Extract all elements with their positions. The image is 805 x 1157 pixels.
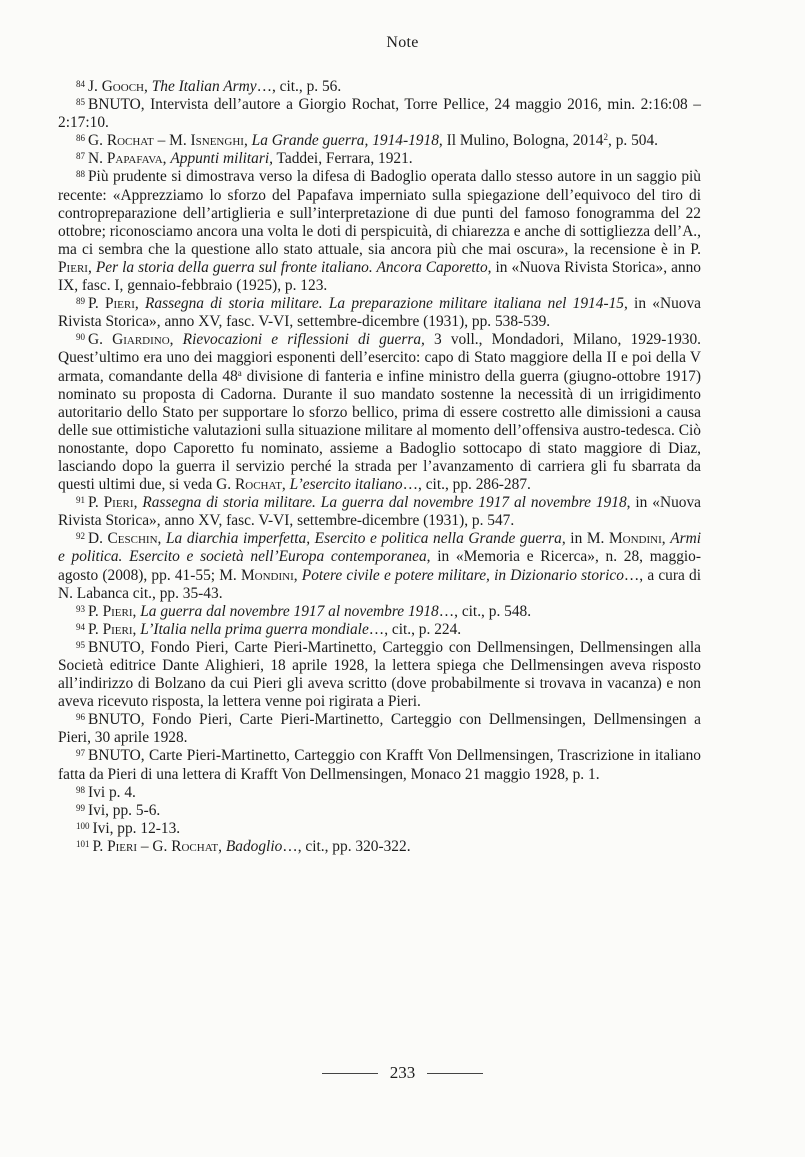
footnote-author: Mondini bbox=[608, 530, 662, 548]
footnote-text: , in «Memoria e Ricerca», n. 28, maggio-agosto (2008), pp. 41-55; M. bbox=[58, 548, 701, 584]
footnote-number: 91 bbox=[76, 495, 85, 506]
footnote-number: 99 bbox=[76, 802, 85, 813]
footnote-title: Per la storia della guerra sul fronte italiano. Ancora Caporetto bbox=[95, 258, 488, 276]
footnote bbox=[58, 78, 701, 96]
footnote-number: 85 bbox=[76, 97, 85, 108]
footnote-number: 89 bbox=[76, 296, 85, 307]
footnote-text: J. bbox=[88, 78, 102, 95]
footnote-text: P. bbox=[88, 494, 104, 512]
footnote-number: 84 bbox=[76, 79, 85, 89]
footnote bbox=[58, 639, 701, 711]
footnote-author: Rochat bbox=[171, 837, 219, 855]
footnote bbox=[58, 820, 701, 838]
footnote-title: Armi e politica. Esercito e società nell’Europa contemporanea bbox=[58, 530, 701, 566]
footnote-title: Appunti militari, bbox=[170, 150, 273, 168]
footnote bbox=[58, 747, 701, 783]
footnote-text: Più prudente si dimostrava verso la difesa di Badoglio operata dallo stesso autore in un saggio più recente: «Apprezziamo lo sforzo del Papafava imperniato sulla spiegazione dell’equivoco del tiro di contropreparazione dell’artiglieria e sull’interpretazione di due punti del famoso fonogramma del 22 ottobre; riconosciamo ancora una volta le doti di perspicuità, di chiarezza e anche di sottigliezza dell’A., ma ci sembra che la questione allo stato attuale, sia ancora più che mai oscura», la recensione è in P. bbox=[58, 168, 701, 258]
footnote-text: …, cit., p. 548. bbox=[438, 602, 532, 620]
footnote-text: , bbox=[243, 132, 252, 150]
footnote-number: 101 bbox=[76, 838, 90, 849]
footnote-text: P. bbox=[92, 837, 108, 855]
footnote-title: La Grande guerra, 1914-1918 bbox=[251, 132, 439, 150]
footnote bbox=[58, 331, 701, 494]
footnote-title: Potere civile e potere militare, in Dizionario storico bbox=[301, 566, 624, 584]
footnote-text: , bbox=[132, 620, 141, 638]
footnote-text: …, cit., pp. 286-287. bbox=[402, 476, 531, 494]
footnote-text: Ivi, pp. 12-13. bbox=[92, 819, 181, 837]
footnote bbox=[58, 168, 701, 295]
footnote-title: L’esercito italiano bbox=[289, 476, 403, 494]
footnote-text: , bbox=[87, 258, 96, 276]
footnote-text: , bbox=[134, 295, 145, 313]
footnote-text: , bbox=[133, 494, 143, 512]
footnote-text: …, cit., p. 56. bbox=[256, 78, 342, 95]
footnote-title: La guerra dal novembre 1917 al novembre 1918 bbox=[140, 602, 439, 620]
footnote-text: , bbox=[162, 150, 171, 168]
footnote bbox=[58, 295, 701, 331]
footnote-number: 98 bbox=[76, 784, 85, 795]
footnote-title: Rievocazioni e riflessioni di guerra, bbox=[182, 331, 425, 349]
footnote-text: , in «Nuova Rivista Storica», anno IX, fasc. I, gennaio-febbraio (1925), p. 123. bbox=[58, 258, 702, 295]
footnote-number: 90 bbox=[76, 332, 85, 343]
footnote-text: divisione di fanteria e infine ministro della guerra (giugno-ottobre 1917) nominato su proposta di Cadorna. Durante il suo mandato sostenne la necessità di un irrigidimento autoritario dello Stato per supportare lo sforzo bellico, prima di essere costretto alle dimissioni a causa delle sue ottimistiche valutazioni sulla situazione militare al momento dell’offensiva austro-tedesca. Ciò nonostante, dopo Caporetto fu nominato, assieme a Badoglio sottocapo di stato maggiore di Diaz, lasciando dopo la guerra il servizio perché la strada per l’avanzamento di carriera gli fu sbarrata da questi ultimi due, si veda G. bbox=[58, 367, 701, 494]
footnote bbox=[58, 132, 701, 150]
footnote bbox=[58, 784, 701, 802]
footnote-text: P. bbox=[88, 295, 105, 313]
footnote bbox=[58, 711, 701, 747]
footnote-title: Badoglio bbox=[225, 837, 283, 855]
footnote-text: 3 voll., Mondadori, Milano, 1929-1930. Quest’ultimo era uno dei maggiori esponenti dell’esercito: capo di Stato maggiore della II e poi della V armata, comandante della 48 bbox=[58, 331, 701, 385]
footnote-text: , bbox=[661, 530, 671, 548]
footnote bbox=[58, 621, 701, 639]
footnote-number: 94 bbox=[76, 621, 85, 632]
footnote-author: Pieri bbox=[102, 620, 133, 638]
footnote-author: Pieri bbox=[103, 494, 134, 512]
footnote-text: , in M. bbox=[561, 530, 609, 548]
footnote-title: Rassegna di storia militare. La guerra dal novembre 1917 al novembre 1918 bbox=[142, 494, 627, 512]
footnote-text: , bbox=[157, 530, 166, 548]
footnote bbox=[58, 802, 701, 820]
footnote-author: Giardino bbox=[112, 331, 170, 349]
footnote-author: Isnenghi bbox=[190, 132, 244, 150]
footnote-text: , in «Nuova Rivista Storica», anno XV, fasc. V-VI, settembre-dicembre (1931), p. 547. bbox=[58, 494, 701, 530]
footnote-text: BNUTO, Fondo Pieri, Carte Pieri-Martinetto, Carteggio con Dellmensingen, Dellmensingen a Pieri, 30 aprile 1928. bbox=[58, 711, 701, 747]
footnote-text: 2 bbox=[603, 132, 608, 143]
footnote-author: Pieri bbox=[58, 258, 88, 276]
footnote-text: G. bbox=[88, 331, 113, 349]
footnote-author: Gooch bbox=[101, 78, 144, 95]
footnote-number: 93 bbox=[76, 603, 85, 614]
footnote-text: …, cit., pp. 320-322. bbox=[282, 837, 411, 855]
page-footer bbox=[0, 1063, 805, 1083]
footnote-author: Papafava bbox=[106, 150, 163, 168]
page-number: 233 bbox=[389, 1063, 416, 1082]
footnote-text: , bbox=[293, 566, 302, 584]
footnote-number: 95 bbox=[76, 639, 85, 650]
footnote bbox=[58, 838, 701, 856]
footnote-text: G. bbox=[88, 132, 107, 150]
footnote-text: , bbox=[143, 78, 152, 95]
running-header: Note bbox=[386, 34, 419, 51]
footnote-text: , Il Mulino, Bologna, 2014 bbox=[438, 132, 604, 150]
footer-rule-right bbox=[427, 1073, 483, 1074]
footnote-title: La diarchia imperfetta, Esercito e politica nella Grande guerra bbox=[165, 530, 562, 548]
footnote-number: 92 bbox=[76, 531, 85, 542]
footnote-author: Pieri bbox=[102, 602, 133, 620]
footnote-author: Pieri bbox=[104, 295, 135, 313]
footnote-text: , bbox=[218, 837, 226, 855]
footnote-text: Taddei, Ferrara, 1921. bbox=[272, 150, 413, 168]
footnote-text: , in «Nuova Rivista Storica», anno XV, fasc. V-VI, settembre-dicembre (1931), pp. 538-539. bbox=[58, 295, 701, 331]
footnote-text: BNUTO, Fondo Pieri, Carte Pieri-Martinetto, Carteggio con Dellmensingen, Dellmensingen alla Società editrice Dante Alighieri, 18 aprile 1928, la lettera spiega che Dellmensingen aveva risposto all’indirizzo di Bolzano da cui Pieri gli aveva scritto (dove probabilmente si trovava in vacanza) e non aveva ricevuto risposta, la lettera venne poi rigirata a Pieri. bbox=[58, 638, 701, 711]
footnote-text: , bbox=[169, 331, 183, 349]
footnotes-list bbox=[58, 78, 701, 856]
footnote-title: L’Italia nella prima guerra mondiale bbox=[140, 620, 369, 638]
footnote-number: 96 bbox=[76, 712, 85, 723]
footnote-author: Rochat bbox=[234, 476, 282, 494]
footnote-author: Pieri bbox=[107, 837, 138, 855]
footnote bbox=[58, 494, 701, 530]
footnote-text: , p. 504. bbox=[608, 132, 659, 150]
footnote-author: Rochat bbox=[106, 132, 154, 150]
footnote bbox=[58, 603, 701, 621]
footnote-author: Ceschin bbox=[107, 530, 158, 548]
footnote-text: BNUTO, Intervista dell’autore a Giorgio Rochat, Torre Pellice, 24 maggio 2016, min. 2:16:08 – 2:17:10. bbox=[58, 96, 701, 132]
footnote bbox=[58, 96, 701, 132]
footnote-text: , bbox=[281, 476, 290, 494]
footnote-text: – M. bbox=[153, 132, 191, 150]
footnote-text: …, a cura di N. Labanca cit., pp. 35-43. bbox=[58, 566, 701, 602]
footnote-text: Ivi p. 4. bbox=[88, 783, 136, 801]
footnote-text: – G. bbox=[137, 837, 172, 855]
footnote-title: The Italian Army bbox=[151, 78, 257, 95]
footnote-text: D. bbox=[88, 530, 108, 548]
footnote bbox=[58, 150, 701, 168]
footnote-title: Rassegna di storia militare. La preparazione militare italiana nel 1914-15 bbox=[145, 295, 624, 313]
footnote-number: 88 bbox=[76, 169, 85, 180]
footnote-number: 100 bbox=[76, 820, 90, 831]
footnote-number: 86 bbox=[76, 133, 85, 144]
footnote-text: a bbox=[237, 367, 242, 378]
footnote-text: …, cit., p. 224. bbox=[368, 620, 462, 638]
footnote-text: BNUTO, Carte Pieri-Martinetto, Carteggio con Krafft Von Dellmensingen, Trascrizione in italiano fatta da Pieri di una lettera di Krafft Von Dellmensingen, Monaco 21 maggio 1928, p. 1. bbox=[58, 747, 701, 783]
footnote-number: 87 bbox=[76, 151, 85, 162]
footnote-author: Mondini bbox=[240, 566, 294, 584]
footnote-text: P. bbox=[88, 620, 103, 638]
footnote-text: N. bbox=[88, 150, 107, 168]
footnote-text: P. bbox=[88, 602, 103, 620]
footnote-text: Ivi, pp. 5-6. bbox=[88, 801, 161, 819]
footnote-text: , bbox=[132, 602, 141, 620]
footnote bbox=[58, 530, 701, 602]
footnote-number: 97 bbox=[76, 748, 85, 759]
footer-rule-left bbox=[322, 1073, 378, 1074]
